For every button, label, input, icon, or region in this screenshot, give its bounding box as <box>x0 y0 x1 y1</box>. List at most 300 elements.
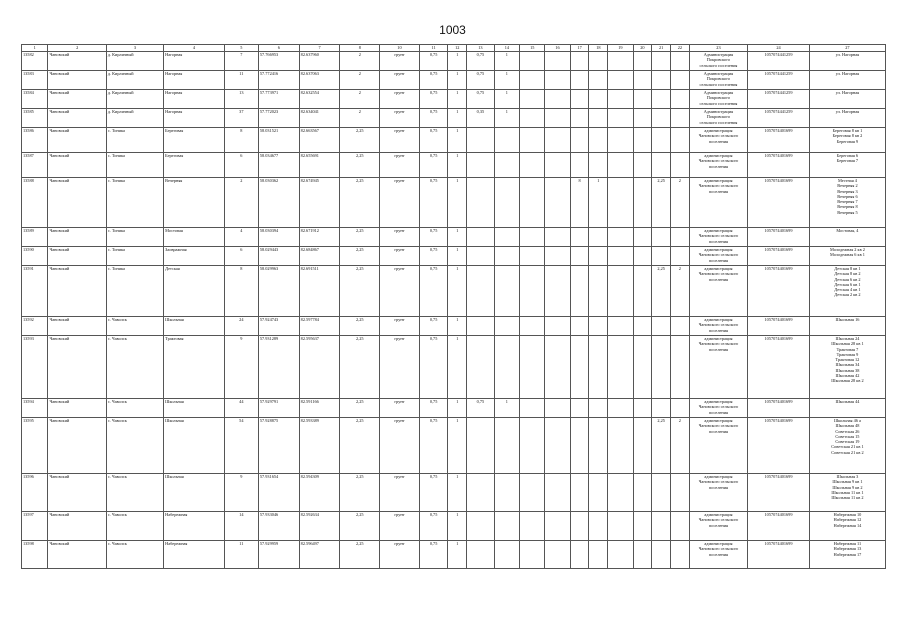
column-header: 1 <box>22 45 48 52</box>
table-cell <box>520 128 545 153</box>
table-cell: грунт <box>380 541 420 569</box>
table-cell: 1 <box>494 109 519 128</box>
table-cell: 57.931654 <box>258 474 299 512</box>
table-cell: 0,75 <box>467 71 495 90</box>
table-cell: грунт <box>380 109 420 128</box>
table-cell <box>809 247 885 266</box>
cell-line: Детская 8 кв 2 <box>834 271 861 277</box>
table-cell: 2,25 <box>340 128 380 153</box>
cell-line: администрация <box>704 153 733 158</box>
table-cell <box>652 474 671 512</box>
table-row <box>22 52 886 71</box>
table-cell: 13585 <box>22 109 48 128</box>
table-cell <box>494 317 519 336</box>
cell-line: поселения <box>708 327 728 333</box>
table-cell: 1 <box>448 178 467 228</box>
cell-line: администрация <box>704 178 733 183</box>
table-row <box>22 474 886 512</box>
table-cell <box>494 541 519 569</box>
table-cell <box>633 178 652 228</box>
table-cell <box>633 418 652 474</box>
cell-line: Вечерняя 2 <box>837 183 858 189</box>
table-cell: 13591 <box>22 266 48 317</box>
table-cell <box>570 512 589 541</box>
table-cell: Мостовая <box>164 228 225 247</box>
cell-line: Советская 21 кв 2 <box>831 449 864 455</box>
cell-line: Набережная 11 <box>833 541 862 546</box>
table-cell <box>633 317 652 336</box>
table-cell: с. Чаволск <box>106 317 163 336</box>
table-cell: 82.637960 <box>299 52 340 71</box>
table-cell: 1 <box>448 247 467 266</box>
table-cell <box>520 474 545 512</box>
table-cell: 2 <box>224 178 258 228</box>
table-cell: 1 <box>448 512 467 541</box>
table-cell <box>494 128 519 153</box>
table-cell: ул. Нагорная <box>809 71 885 90</box>
table-cell: 58.030362 <box>258 178 299 228</box>
cell-line: Школьная 42 <box>835 373 860 379</box>
table-cell <box>545 336 570 399</box>
table-cell: 0,75 <box>467 52 495 71</box>
cell-line: поселения <box>708 428 728 434</box>
table-cell <box>545 90 570 109</box>
table-cell: ул. Нагорная <box>809 109 885 128</box>
cell-line: Школьная 3 <box>836 474 859 479</box>
cell-line: Школьная 38 <box>835 367 860 373</box>
table-cell: 1057074441259 <box>748 52 810 71</box>
cell-line: Молодежная 2 кв 2 <box>830 247 865 252</box>
cell-line: Береговая 7 <box>836 158 859 164</box>
table-cell <box>809 336 885 399</box>
table-cell <box>589 474 608 512</box>
table-row <box>22 418 886 474</box>
table-cell <box>467 228 495 247</box>
table-cell: 8 <box>224 266 258 317</box>
table-cell <box>467 266 495 317</box>
table-cell: 57.928875 <box>258 418 299 474</box>
table-cell: 14 <box>224 512 258 541</box>
table-cell: 1057074401699 <box>748 474 810 512</box>
table-cell <box>570 317 589 336</box>
cell-line: Школьная 48 <box>835 423 860 429</box>
table-cell <box>494 266 519 317</box>
table-cell: 0,35 <box>467 109 495 128</box>
table-cell: 1057074441259 <box>748 109 810 128</box>
cell-line: Чановского сельского <box>698 158 739 164</box>
table-cell <box>545 71 570 90</box>
table-cell <box>570 336 589 399</box>
table-cell: 11 <box>224 71 258 90</box>
column-header: 3 <box>106 45 163 52</box>
table-cell: 1 <box>494 90 519 109</box>
table-cell: Береговая <box>164 153 225 178</box>
table-cell: 1057074401699 <box>748 247 810 266</box>
table-cell: Чановский <box>48 247 106 266</box>
table-cell: 9 <box>224 336 258 399</box>
cell-line: Вечерняя 8 <box>837 204 858 210</box>
cell-line: Чановского сельского <box>698 322 739 328</box>
table-cell: Чановский <box>48 541 106 569</box>
table-cell: 1 <box>448 71 467 90</box>
table-cell: 1 <box>589 178 608 228</box>
table-cell: 2,25 <box>652 266 671 317</box>
table-cell: 1 <box>448 336 467 399</box>
column-header: 15 <box>520 45 545 52</box>
table-cell: 0,75 <box>419 128 448 153</box>
cell-line: Детская 2 кв 2 <box>834 292 861 298</box>
table-cell <box>520 90 545 109</box>
column-header: 6 <box>258 45 299 52</box>
cell-line: Школьная 28 кв 2 <box>831 378 864 384</box>
table-cell: д. Кирличный <box>106 90 163 109</box>
table-cell: 2,25 <box>652 418 671 474</box>
table-cell <box>545 399 570 418</box>
cell-line: Чановского сельского <box>698 423 739 429</box>
table-cell <box>689 71 747 90</box>
table-cell <box>608 266 633 317</box>
table-cell: 13592 <box>22 317 48 336</box>
column-header: 19 <box>608 45 633 52</box>
table-cell: 1 <box>448 317 467 336</box>
table-cell: 58.029443 <box>258 247 299 266</box>
table-cell: 24 <box>224 317 258 336</box>
table-cell <box>633 109 652 128</box>
table-cell <box>545 178 570 228</box>
cell-line: Чановского сельского <box>698 271 739 277</box>
table-cell <box>545 418 570 474</box>
table-cell: 1057074401699 <box>748 399 810 418</box>
table-cell: 8 <box>224 128 258 153</box>
table-cell <box>520 399 545 418</box>
table-cell: ул. Нагорная <box>809 52 885 71</box>
cell-line: Береговая 6 <box>836 153 859 158</box>
column-header: 10 <box>380 45 420 52</box>
table-cell <box>671 247 690 266</box>
table-cell <box>494 418 519 474</box>
table-cell: Школьная <box>164 474 225 512</box>
table-cell: 13598 <box>22 541 48 569</box>
cell-line: Школьная 46 а <box>833 418 861 423</box>
cell-line: Местная 4 <box>837 178 857 183</box>
table-cell: с. Чаволск <box>106 336 163 399</box>
column-header: 7 <box>299 45 340 52</box>
table-cell: Чановский <box>48 317 106 336</box>
table-cell <box>633 128 652 153</box>
table-cell: 2,25 <box>340 336 380 399</box>
table-row <box>22 541 886 569</box>
table-cell <box>467 336 495 399</box>
table-cell: Чановский <box>48 418 106 474</box>
table-cell: 82.591166 <box>299 399 340 418</box>
table-cell <box>809 474 885 512</box>
table-cell <box>494 178 519 228</box>
table-row <box>22 90 886 109</box>
table-cell <box>545 128 570 153</box>
cell-line: администрация <box>704 418 733 423</box>
table-cell <box>545 266 570 317</box>
table-cell <box>633 541 652 569</box>
cell-line: поселения <box>708 238 728 244</box>
table-cell: 82.684867 <box>299 247 340 266</box>
column-header: 17 <box>570 45 589 52</box>
table-cell <box>467 512 495 541</box>
table-cell <box>467 128 495 153</box>
table-cell: 57.772416 <box>258 71 299 90</box>
table-cell <box>633 247 652 266</box>
cell-line: Детская 6 кв 2 <box>834 276 861 282</box>
table-cell: Нагорная <box>164 90 225 109</box>
table-cell: 1 <box>448 90 467 109</box>
cell-line: администрация <box>704 228 733 233</box>
table-cell: Чановский <box>48 128 106 153</box>
table-cell <box>689 336 747 399</box>
table-cell <box>671 153 690 178</box>
table-cell: 2,25 <box>652 178 671 228</box>
table-cell: 0,75 <box>419 399 448 418</box>
column-header: 8 <box>340 45 380 52</box>
table-cell <box>689 266 747 317</box>
table-cell <box>689 228 747 247</box>
table-cell <box>520 228 545 247</box>
cell-line: Покровского <box>706 95 731 101</box>
table-cell <box>671 399 690 418</box>
table-cell <box>652 52 671 71</box>
table-cell <box>494 153 519 178</box>
table-cell: грунт <box>380 317 420 336</box>
table-cell: 13583 <box>22 71 48 90</box>
table-cell <box>589 71 608 90</box>
table-cell: с. Чаволск <box>106 399 163 418</box>
table-cell: 82.593389 <box>299 418 340 474</box>
table-cell <box>689 153 747 178</box>
table-cell: Чановский <box>48 109 106 128</box>
table-cell <box>608 541 633 569</box>
cell-line: Школьная 28 кв 1 <box>831 341 864 347</box>
cell-line: Администрация <box>703 90 734 95</box>
table-cell <box>689 399 747 418</box>
table-cell: 2 <box>671 178 690 228</box>
table-cell: 13588 <box>22 178 48 228</box>
table-cell: 0,75 <box>419 541 448 569</box>
table-cell <box>608 474 633 512</box>
table-cell: Школьная 44 <box>809 399 885 418</box>
cell-line: Школьная 11 кв 1 <box>831 489 864 495</box>
table-cell <box>494 474 519 512</box>
table-cell <box>652 247 671 266</box>
column-header: 14 <box>494 45 519 52</box>
table-cell <box>589 228 608 247</box>
table-cell <box>671 541 690 569</box>
table-cell: 2,25 <box>340 317 380 336</box>
cell-line: Вечерняя 5 <box>837 209 858 215</box>
cell-line: поселения <box>708 409 728 415</box>
table-cell <box>608 228 633 247</box>
table-cell: 1 <box>448 474 467 512</box>
cell-line: Набережная 13 <box>833 546 862 552</box>
table-cell <box>652 541 671 569</box>
table-cell: 2 <box>340 109 380 128</box>
table-cell: 2,25 <box>340 474 380 512</box>
table-cell <box>809 128 885 153</box>
cell-line: поселения <box>708 484 728 490</box>
table-cell <box>608 247 633 266</box>
table-cell <box>608 178 633 228</box>
table-cell: 1 <box>494 399 519 418</box>
table-cell <box>633 512 652 541</box>
table-cell <box>608 399 633 418</box>
cell-line: Вечерняя 3 <box>837 188 858 194</box>
cell-line: Чановского сельского <box>698 233 739 239</box>
table-cell <box>520 418 545 474</box>
table-cell <box>570 228 589 247</box>
table-cell <box>570 90 589 109</box>
cell-line: сельского поселения <box>699 100 738 106</box>
table-cell: 13590 <box>22 247 48 266</box>
table-header-row <box>22 45 886 52</box>
table-cell: д. Кирличный <box>106 109 163 128</box>
table-cell <box>633 52 652 71</box>
table-cell: 2,25 <box>340 153 380 178</box>
table-cell: 0,75 <box>419 71 448 90</box>
table-cell: грунт <box>380 90 420 109</box>
cell-line: Чановского сельского <box>698 183 739 189</box>
cell-line: Детская 6 кв 1 <box>834 281 861 287</box>
table-cell: 57.773971 <box>258 90 299 109</box>
table-cell: Чановский <box>48 153 106 178</box>
table-cell <box>652 228 671 247</box>
table-cell <box>671 228 690 247</box>
column-header: 24 <box>748 45 810 52</box>
table-cell: 2,25 <box>340 418 380 474</box>
table-cell: 2,25 <box>340 228 380 247</box>
table-cell: 6 <box>224 247 258 266</box>
cell-line: поселения <box>708 188 728 194</box>
table-cell <box>545 109 570 128</box>
table-cell: грунт <box>380 512 420 541</box>
table-cell <box>608 512 633 541</box>
table-cell: Чановский <box>48 336 106 399</box>
table-cell: 1057074401699 <box>748 228 810 247</box>
table-cell: с. Тоника <box>106 266 163 317</box>
table-cell <box>520 317 545 336</box>
column-header: 27 <box>809 45 885 52</box>
cell-line: Набережная 10 <box>833 512 862 517</box>
table-cell: с. Тоника <box>106 247 163 266</box>
table-cell: Школьная <box>164 317 225 336</box>
table-cell: 2,25 <box>340 399 380 418</box>
cell-line: Береговая 9 <box>836 138 859 144</box>
table-cell: 0,75 <box>419 90 448 109</box>
table-cell: Трактовая <box>164 336 225 399</box>
table-cell: 0,75 <box>419 317 448 336</box>
cell-line: Береговая 8 кв 1 <box>832 128 863 133</box>
table-cell <box>689 178 747 228</box>
table-cell: грунт <box>380 247 420 266</box>
cell-line: Советская 19 <box>835 439 860 445</box>
table-cell <box>652 90 671 109</box>
column-header: 4 <box>164 45 225 52</box>
table-cell: грунт <box>380 128 420 153</box>
table-cell: 0,75 <box>419 178 448 228</box>
table-cell <box>608 71 633 90</box>
table-cell: 1 <box>494 71 519 90</box>
road-register-table <box>21 44 886 569</box>
table-cell: 57.929959 <box>258 541 299 569</box>
table-cell: 2 <box>340 52 380 71</box>
cell-line: Набережная 17 <box>833 551 862 557</box>
table-cell: 13589 <box>22 228 48 247</box>
table-cell: 82.634041 <box>299 109 340 128</box>
table-cell: 1 <box>448 418 467 474</box>
table-cell <box>608 317 633 336</box>
table-row <box>22 266 886 317</box>
column-header: 11 <box>419 45 448 52</box>
table-cell: Чановский <box>48 178 106 228</box>
table-cell: 1 <box>494 52 519 71</box>
table-cell <box>589 109 608 128</box>
table-cell: 54 <box>224 418 258 474</box>
table-cell: Вечерняя <box>164 178 225 228</box>
table-cell <box>589 266 608 317</box>
cell-line: Администрация <box>703 109 734 114</box>
cell-line: Чановского сельского <box>698 133 739 139</box>
table-cell <box>671 109 690 128</box>
table-cell <box>671 90 690 109</box>
table-cell: Детская <box>164 266 225 317</box>
table-cell: 57.766953 <box>258 52 299 71</box>
table-cell <box>633 336 652 399</box>
table-cell <box>467 418 495 474</box>
table-cell: с. Чаволск <box>106 541 163 569</box>
column-header: 22 <box>671 45 690 52</box>
table-cell <box>589 512 608 541</box>
cell-line: Вечерняя 6 <box>837 193 858 199</box>
table-cell <box>633 153 652 178</box>
table-cell <box>520 71 545 90</box>
table-cell <box>671 512 690 541</box>
table-cell: 0,75 <box>419 228 448 247</box>
table-cell <box>494 336 519 399</box>
cell-line: Советская 15 <box>835 433 860 439</box>
table-row <box>22 178 886 228</box>
table-cell: 82.663567 <box>299 128 340 153</box>
table-cell: 82.592634 <box>299 512 340 541</box>
cell-line: администрация <box>704 474 733 479</box>
table-cell <box>689 317 747 336</box>
table-cell: 58.029963 <box>258 266 299 317</box>
cell-line: Береговая 8 кв 2 <box>832 133 863 139</box>
cell-line: сельского поселения <box>699 81 738 87</box>
cell-line: Покровского <box>706 57 731 63</box>
table-cell <box>520 336 545 399</box>
table-cell <box>589 128 608 153</box>
table-cell <box>809 418 885 474</box>
table-cell <box>633 90 652 109</box>
table-row <box>22 336 886 399</box>
cell-line: Покровского <box>706 76 731 82</box>
cell-line: Советская 21 кв 1 <box>831 444 864 450</box>
table-cell: Чановский <box>48 228 106 247</box>
table-cell <box>494 512 519 541</box>
table-cell: 1 <box>448 109 467 128</box>
table-body <box>22 52 886 569</box>
table-cell: грунт <box>380 228 420 247</box>
table-cell <box>633 71 652 90</box>
cell-line: Советская 26 <box>835 428 860 434</box>
table-cell <box>589 247 608 266</box>
table-cell <box>652 317 671 336</box>
